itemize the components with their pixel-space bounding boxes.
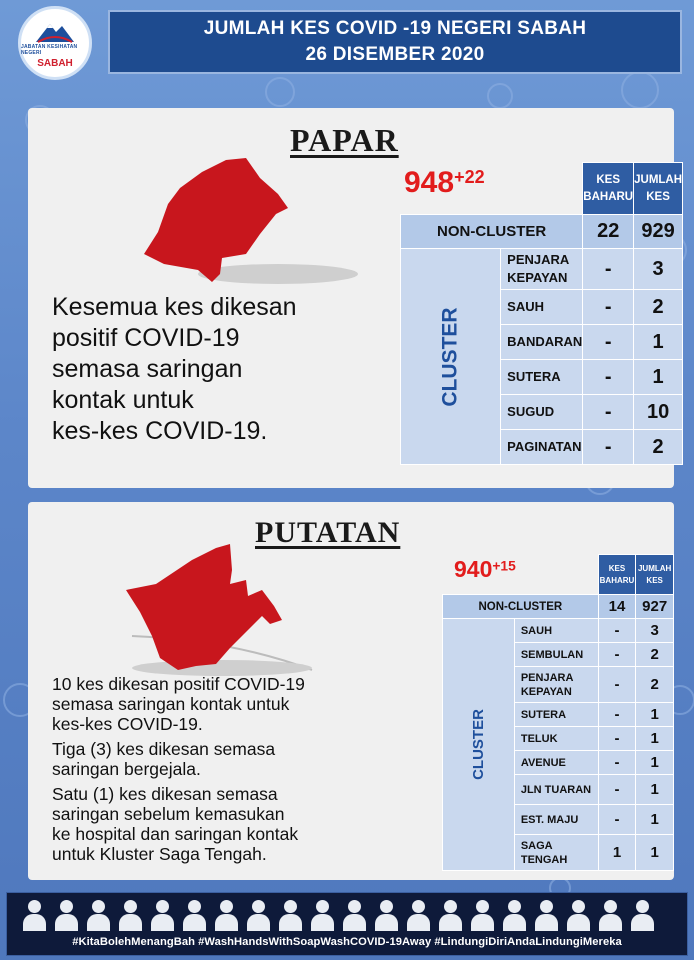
person-icon (309, 899, 336, 931)
person-icon (373, 899, 400, 931)
person-icon (469, 899, 496, 931)
person-icon (149, 899, 176, 931)
table-row (401, 215, 683, 249)
cluster-new: - (598, 667, 636, 703)
district-title-papar: PAPAR (290, 122, 399, 158)
person-icon (277, 899, 304, 931)
cluster-total: 2 (636, 643, 674, 667)
cluster-new: - (598, 805, 636, 835)
cluster-new: - (598, 643, 636, 667)
cluster-new: - (598, 775, 636, 805)
person-icon (597, 899, 624, 931)
description-paragraph: 10 kes dikesan positif COVID-19 semasa saringan kontak untuk kes-kes COVID-19. (52, 674, 305, 734)
cluster-total: 1 (634, 360, 683, 395)
putatan-total-value: 940 (454, 556, 493, 582)
campaign-footer (6, 892, 688, 956)
non-cluster-total: 929 (634, 215, 683, 249)
person-icon (437, 899, 464, 931)
person-icon (85, 899, 112, 931)
cluster-total: 1 (636, 703, 674, 727)
papar-new-value: +22 (454, 167, 485, 188)
person-icon (117, 899, 144, 931)
person-icon (53, 899, 80, 931)
cluster-total: 2 (634, 290, 683, 325)
cluster-new: 1 (598, 835, 636, 871)
cluster-new: - (583, 325, 634, 360)
person-icon (341, 899, 368, 931)
person-icon (21, 899, 48, 931)
cluster-name: PAGINATAN (501, 430, 583, 465)
papar-map (128, 154, 368, 294)
cluster-total: 10 (634, 395, 683, 430)
cluster-total: 1 (636, 751, 674, 775)
sabah-health-logo (18, 6, 92, 80)
district-title-putatan: PUTATAN (255, 516, 401, 549)
cluster-name: SEMBULAN (514, 643, 598, 667)
page-title-banner (108, 10, 682, 74)
putatan-map (112, 540, 372, 680)
cluster-new: - (583, 249, 634, 290)
cluster-name: SAUH (501, 290, 583, 325)
person-icon (213, 899, 240, 931)
non-cluster-total: 927 (636, 595, 674, 619)
person-icon (565, 899, 592, 931)
person-icon (533, 899, 560, 931)
cluster-label: CLUSTER (401, 249, 501, 465)
page-title: JUMLAH KES COVID -19 NEGERI SABAH (203, 18, 587, 39)
putatan-description (52, 674, 452, 869)
putatan-new-value: +15 (492, 558, 516, 574)
header-kes-baharu: KES BAHARU (583, 163, 634, 215)
cluster-total: 2 (636, 667, 674, 703)
non-cluster-new: 22 (583, 215, 634, 249)
person-icon (629, 899, 656, 931)
cluster-name: PENJARA KEPAYAN (501, 249, 583, 290)
cluster-name: SAUH (514, 619, 598, 643)
campaign-hashtags: #KitaBolehMenangBah #WashHandsWithSoapWashCOVID-19Away #LindungiDiriAndaLindungiMereka (72, 936, 622, 948)
putatan-panel (28, 502, 674, 880)
cluster-new: - (598, 751, 636, 775)
cluster-name: SUTERA (501, 360, 583, 395)
non-cluster-label: NON-CLUSTER (443, 595, 599, 619)
cluster-new: - (598, 727, 636, 751)
cluster-name: TELUK (514, 727, 598, 751)
cluster-name: BANDARAN (501, 325, 583, 360)
cluster-new: - (583, 430, 634, 465)
cluster-total: 3 (636, 619, 674, 643)
cluster-name: SUTERA (514, 703, 598, 727)
person-icon (501, 899, 528, 931)
cluster-label: CLUSTER (443, 619, 515, 871)
papar-case-table (400, 162, 683, 465)
cluster-name: PENJARA KEPAYAN (514, 667, 598, 703)
non-cluster-label: NON-CLUSTER (401, 215, 583, 249)
cluster-name: SUGUD (501, 395, 583, 430)
papar-panel (28, 108, 683, 488)
cluster-name: AVENUE (514, 751, 598, 775)
cluster-total: 1 (636, 775, 674, 805)
putatan-case-table (442, 554, 674, 871)
description-paragraph: Satu (1) kes dikesan semasa saringan sebelum kemasukan ke hospital dan saringan kontak untuk Kluster Saga Tengah. (52, 784, 299, 864)
person-icon (181, 899, 208, 931)
cluster-new: - (598, 703, 636, 727)
cluster-name: EST. MAJU (514, 805, 598, 835)
cluster-total: 3 (634, 249, 683, 290)
person-icon (245, 899, 272, 931)
papar-total-value: 948 (404, 166, 455, 199)
cluster-total: 1 (636, 835, 674, 871)
cluster-new: - (583, 290, 634, 325)
frontliner-figures (21, 899, 656, 931)
cluster-total: 1 (634, 325, 683, 360)
page-date: 26 DISEMBER 2020 (305, 44, 485, 65)
logo-org-text: JABATAN KESIHATAN NEGERI (21, 43, 78, 56)
cluster-name: SAGA TENGAH (514, 835, 598, 871)
header-jumlah-kes: JUMLAH KES (634, 163, 683, 215)
header-kes-baharu: KES BAHARU (598, 555, 636, 595)
header-jumlah-kes: JUMLAH KES (636, 555, 674, 595)
non-cluster-new: 14 (598, 595, 636, 619)
cluster-total: 2 (634, 430, 683, 465)
cluster-new: - (598, 619, 636, 643)
cluster-new: - (583, 360, 634, 395)
cluster-new: - (583, 395, 634, 430)
person-icon (405, 899, 432, 931)
mountain-logo-icon (34, 18, 76, 44)
table-row (443, 595, 674, 619)
table-row (401, 249, 683, 290)
logo-state-text: SABAH (37, 57, 73, 69)
description-paragraph: Tiga (3) kes dikesan semasa saringan bergejala. (52, 739, 276, 779)
cluster-total: 1 (636, 727, 674, 751)
cluster-name: JLN TUARAN (514, 775, 598, 805)
table-row (443, 619, 674, 643)
papar-description: Kesemua kes dikesan positif COVID-19 semasa saringan kontak untuk kes-kes COVID-19. (52, 293, 297, 445)
cluster-total: 1 (636, 805, 674, 835)
